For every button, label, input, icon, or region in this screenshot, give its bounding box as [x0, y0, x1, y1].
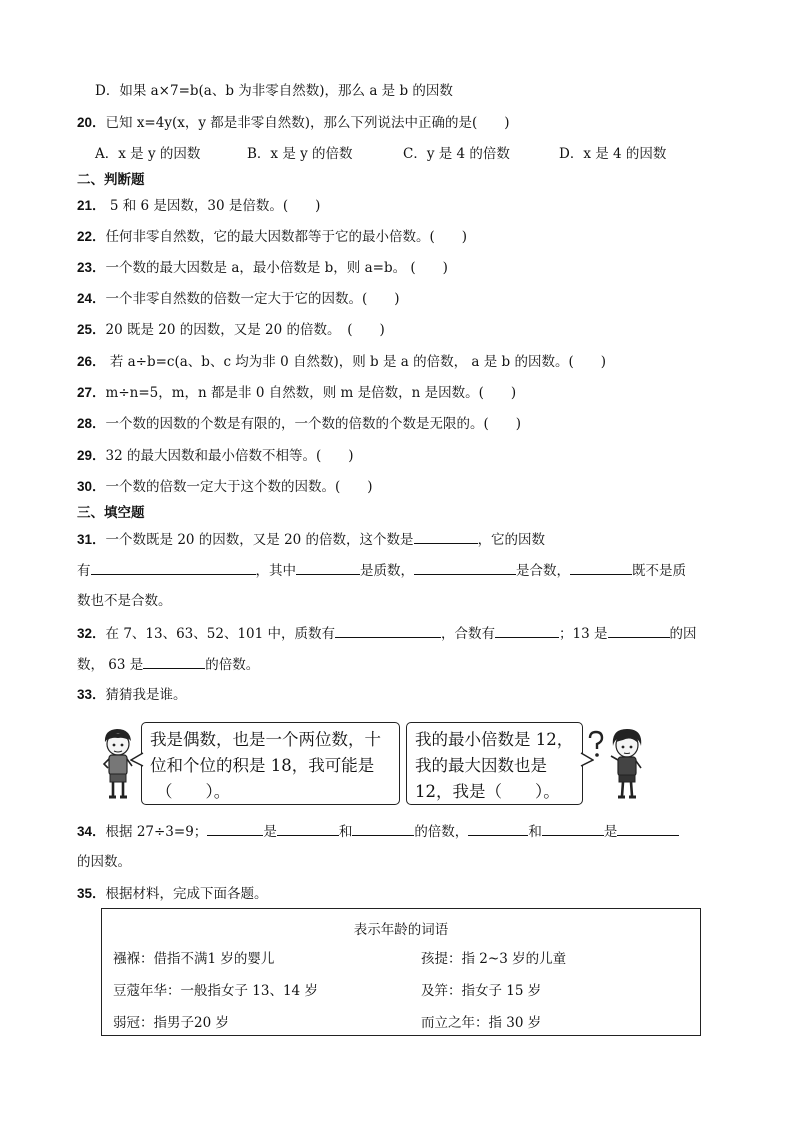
- bubble-line: 我是偶数，也是一个两位数，十: [150, 730, 381, 749]
- question-text: 和: [528, 824, 542, 840]
- question-number: 23．: [77, 260, 106, 275]
- answer-blank[interactable]: [542, 821, 604, 836]
- question-number: 28．: [77, 416, 106, 431]
- question-23: [77, 258, 448, 278]
- question-text: 的因: [669, 626, 697, 642]
- question-number: 31．: [77, 532, 106, 547]
- table-cell: 孩提：指 2~3 岁的儿童: [421, 951, 567, 967]
- question-number: 33．: [77, 687, 106, 702]
- question-text: 若 a÷b=c(a、b、c 均为非 0 自然数)，则 b 是 a 的倍数， a 是 b 的因数。( ): [105, 354, 606, 370]
- question-text: 数， 63 是: [77, 657, 144, 673]
- option-c[interactable]: C．y 是 4 的倍数: [403, 146, 510, 162]
- answer-blank[interactable]: [207, 821, 263, 836]
- question-34-line2: 的因数。: [77, 854, 131, 870]
- question-text: 是合数，: [516, 563, 570, 579]
- question-text: 是: [263, 824, 277, 840]
- speech-bubble-left: [141, 722, 400, 805]
- q19-option-d: D．如果 a×7=b(a、b 为非零自然数)，那么 a 是 b 的因数: [95, 83, 453, 99]
- question-number: 30．: [77, 479, 106, 494]
- question-stem: 已知 x=4y(x，y 都是非零自然数)，那么下列说法中正确的是( ): [105, 115, 510, 131]
- answer-blank[interactable]: [608, 623, 670, 638]
- question-text: 在 7、13、63、52、101 中，质数有: [105, 626, 336, 642]
- table-cell: 豆蔻年华：一般指女子 13、14 岁: [113, 983, 318, 999]
- section-title-judge: 二、判断题: [77, 172, 145, 188]
- question-21: [77, 196, 320, 216]
- question-text: 一个数的因数的个数是有限的，一个数的倍数的个数是无限的。( ): [105, 416, 522, 432]
- table-cell: 及笄：指女子 15 岁: [421, 983, 542, 999]
- answer-blank[interactable]: [495, 623, 559, 638]
- question-number: 25．: [77, 322, 106, 337]
- question-mark-icon: [586, 730, 606, 760]
- question-number: 35．: [77, 886, 106, 901]
- question-text: 一个数既是 20 的因数，又是 20 的倍数，这个数是: [105, 532, 414, 548]
- bubble-answer-line[interactable]: （ ）。: [156, 782, 231, 801]
- question-text: m÷n=5，m，n 都是非 0 自然数，则 m 是倍数，n 是因数。( ): [105, 385, 517, 401]
- age-words-table: [101, 908, 701, 1036]
- question-text: ，其中: [255, 563, 296, 579]
- speech-bubble-right: [406, 722, 583, 805]
- bubble-line: 我的最大因数也是: [415, 756, 547, 775]
- question-text: ，它的因数: [477, 532, 546, 548]
- answer-blank[interactable]: [296, 560, 360, 575]
- question-number: 22．: [77, 229, 106, 244]
- question-number: 29．: [77, 448, 106, 463]
- bubble-answer-line[interactable]: 12，我是（ ）。: [415, 782, 560, 801]
- question-number: 27．: [77, 385, 106, 400]
- question-26: [77, 352, 606, 372]
- question-text: 一个数的倍数一定大于这个数的因数。( ): [105, 479, 373, 495]
- answer-blank[interactable]: [277, 821, 339, 836]
- question-32-line1: [77, 623, 697, 644]
- question-31-line1: [77, 529, 545, 550]
- question-text: ，合数有: [441, 626, 496, 642]
- question-number: 26．: [77, 354, 106, 369]
- student-illustration: [605, 726, 649, 802]
- question-number: 24．: [77, 291, 106, 306]
- bubble-tail-left: [130, 752, 144, 768]
- bubble-line: 我的最小倍数是 12，: [415, 730, 574, 749]
- question-text: 32 的最大因数和最小倍数不相等。( ): [105, 448, 354, 464]
- answer-blank[interactable]: [143, 654, 205, 669]
- option-a[interactable]: A．x 是 y 的因数: [95, 146, 201, 162]
- question-25: [77, 320, 385, 340]
- answer-blank[interactable]: [468, 821, 528, 836]
- question-number: 20．: [77, 115, 106, 130]
- question-number: 34．: [77, 824, 106, 839]
- question-text: 一个非零自然数的倍数一定大于它的因数。( ): [105, 291, 400, 307]
- table-cell: 而立之年：指 30 岁: [421, 1015, 542, 1031]
- question-text: ；13 是: [559, 626, 608, 642]
- question-34-line1: [77, 821, 679, 842]
- answer-blank[interactable]: [335, 623, 441, 638]
- bubble-line: 位和个位的积是 18，我可能是: [150, 756, 375, 775]
- question-text: 和: [338, 824, 353, 840]
- question-text: 既不是质: [632, 563, 686, 579]
- question-20: [77, 113, 510, 133]
- question-32-line2: [77, 654, 259, 675]
- question-text: 任何非零自然数，它的最大因数都等于它的最小倍数。( ): [105, 229, 468, 245]
- table-title: 表示年龄的词语: [353, 922, 449, 938]
- question-29: [77, 446, 354, 466]
- question-text: 根据 27÷3=9；: [105, 824, 208, 840]
- question-text: 有: [77, 563, 91, 579]
- answer-blank[interactable]: [91, 560, 256, 575]
- answer-blank[interactable]: [570, 560, 632, 575]
- question-text: 根据材料，完成下面各题。: [105, 886, 268, 902]
- question-number: 21．: [77, 198, 106, 213]
- question-text: 20 既是 20 的因数，又是 20 的倍数。 ( ): [105, 322, 385, 338]
- table-cell: 弱冠：指男子20 岁: [113, 1015, 229, 1031]
- question-text: 是: [603, 824, 618, 840]
- section-title-fill: 三、填空题: [77, 505, 145, 521]
- question-30: [77, 477, 373, 497]
- question-text: 5 和 6 是因数，30 是倍数。( ): [105, 198, 321, 214]
- question-31-line2: [77, 560, 686, 581]
- question-24: [77, 289, 400, 309]
- table-cell: 襁褓：借指不满1 岁的婴儿: [113, 951, 275, 967]
- answer-blank[interactable]: [414, 529, 478, 544]
- question-28: [77, 414, 521, 434]
- question-number: 32．: [77, 626, 106, 641]
- option-b[interactable]: B．x 是 y 的倍数: [247, 146, 353, 162]
- question-text: 猜猜我是谁。: [105, 687, 187, 703]
- option-d[interactable]: D．x 是 4 的因数: [559, 146, 667, 162]
- answer-blank[interactable]: [414, 560, 516, 575]
- question-text: 一个数的最大因数是 a，最小倍数是 b，则 a=b。 ( ): [105, 260, 448, 276]
- question-35: [77, 884, 268, 904]
- question-22: [77, 227, 467, 247]
- question-31-line3: 数也不是合数。: [77, 593, 172, 609]
- question-27: [77, 383, 516, 403]
- question-text: 的倍数。: [205, 657, 260, 673]
- question-text: 是质数，: [360, 563, 414, 579]
- answer-blank[interactable]: [617, 821, 679, 836]
- question-text: 的倍数，: [414, 824, 469, 840]
- answer-blank[interactable]: [352, 821, 414, 836]
- question-33: [77, 685, 187, 705]
